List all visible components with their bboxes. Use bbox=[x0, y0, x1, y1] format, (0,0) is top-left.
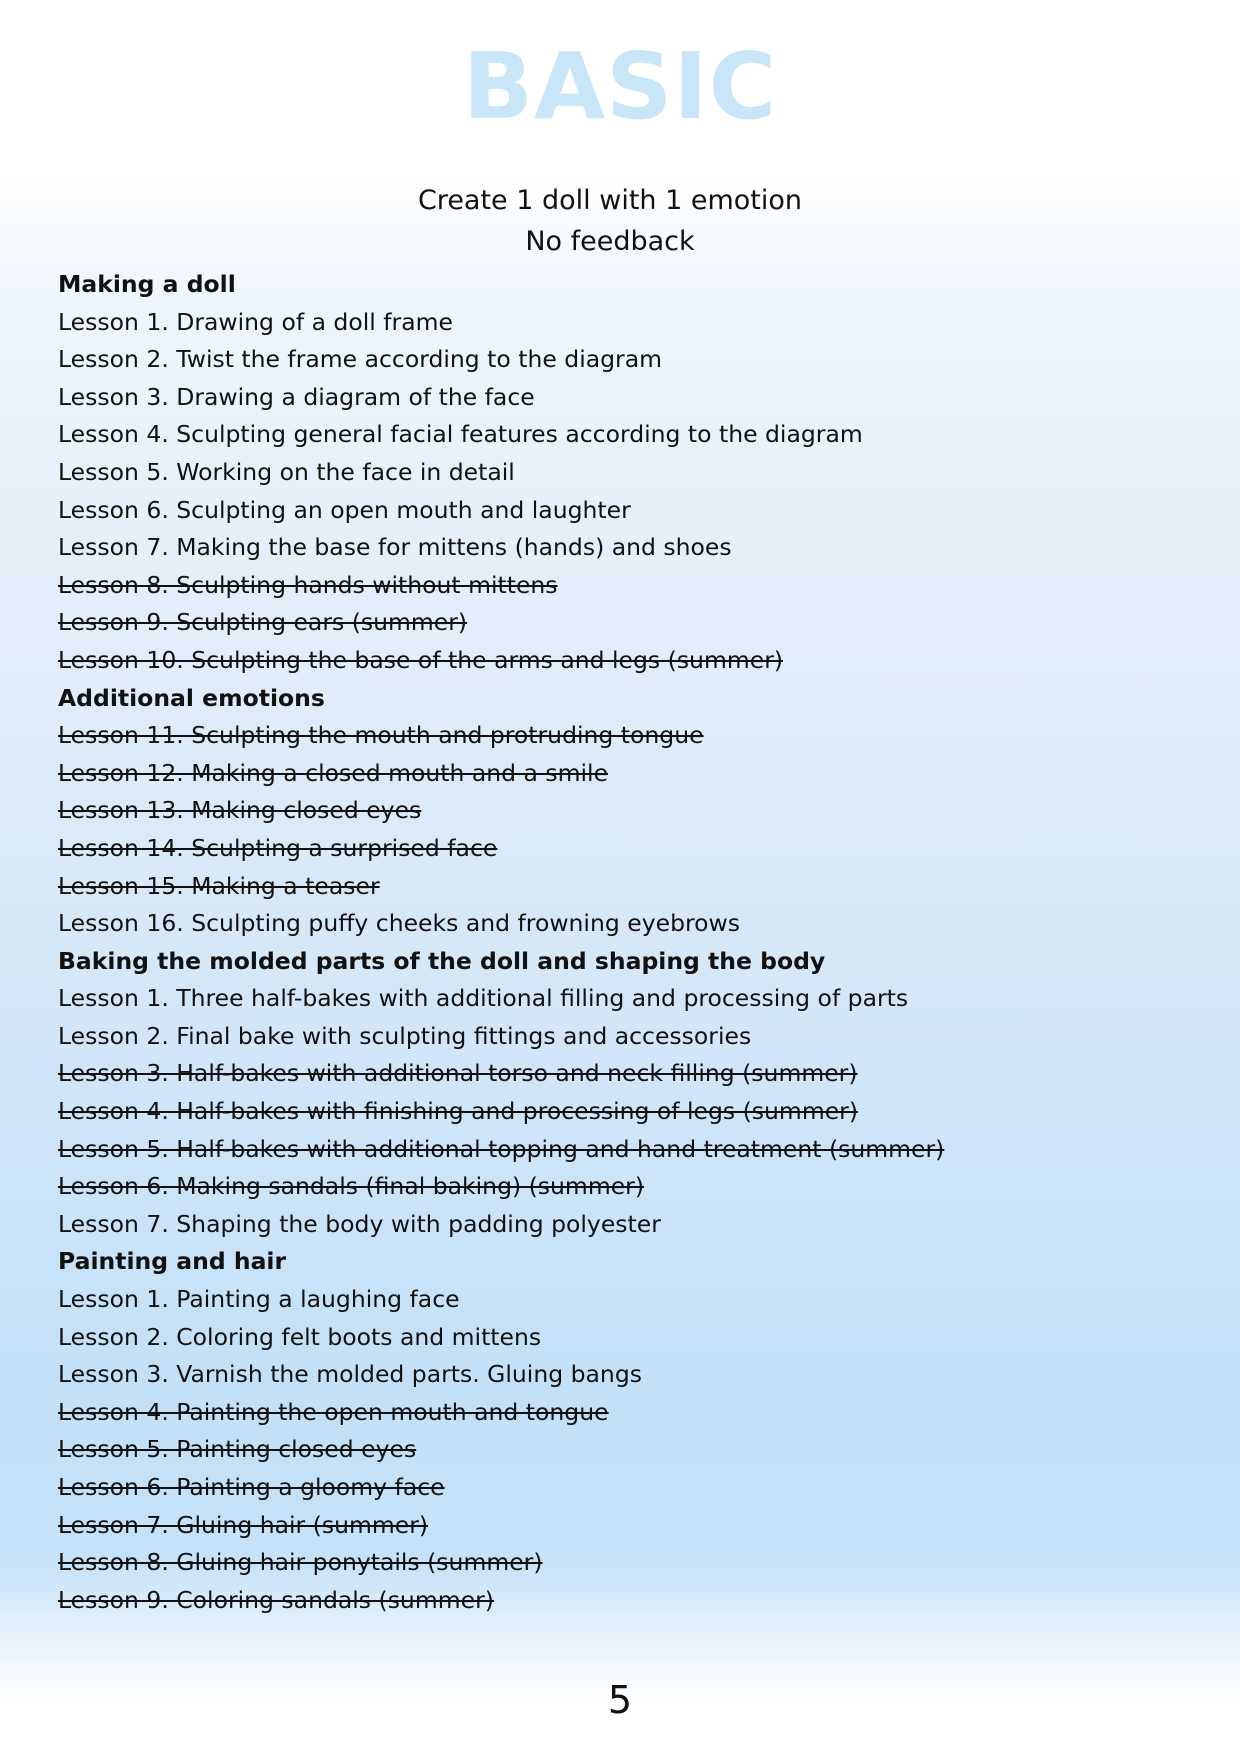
section-heading: Making a doll bbox=[58, 270, 236, 298]
feedback-note: No feedback bbox=[525, 226, 695, 257]
lesson-item-excluded: Lesson 13. Making closed eyes bbox=[58, 796, 422, 825]
section-heading: Painting and hair bbox=[58, 1247, 287, 1276]
lesson-item-excluded: Lesson 8. Sculpting hands without mittens bbox=[58, 570, 558, 599]
lesson-list bbox=[58, 266, 1178, 1619]
lesson-item: Lesson 4. Sculpting general facial features according to the diagram bbox=[58, 420, 863, 449]
lesson-item: Lesson 7. Making the base for mittens (hands) and shoes bbox=[58, 533, 732, 562]
lesson-item-excluded: Lesson 3. Half-bakes with additional torso and neck filling (summer) bbox=[58, 1059, 858, 1088]
lesson-item-excluded: Lesson 12. Making a closed mouth and a smile bbox=[58, 758, 609, 787]
lesson-item-excluded: Lesson 5. Half-bakes with additional topping and hand treatment (summer) bbox=[58, 1134, 945, 1163]
lesson-item: Lesson 2. Twist the frame according to the diagram bbox=[58, 345, 663, 374]
lesson-item-excluded: Lesson 7. Gluing hair (summer) bbox=[58, 1510, 429, 1539]
lesson-item: Lesson 3. Varnish the molded parts. Gluing bangs bbox=[58, 1360, 642, 1389]
lesson-item-excluded: Lesson 6. Painting a gloomy face bbox=[58, 1473, 445, 1501]
lesson-item-excluded: Lesson 4. Painting the open mouth and tongue bbox=[58, 1397, 609, 1426]
lesson-item: Lesson 1. Painting a laughing face bbox=[58, 1285, 460, 1314]
page-title: BASIC bbox=[462, 33, 778, 140]
lesson-item-excluded: Lesson 10. Sculpting the base of the arms and legs (summer) bbox=[58, 645, 784, 674]
lesson-item-excluded: Lesson 15. Making a teaser bbox=[58, 871, 380, 900]
lesson-item-excluded: Lesson 6. Making sandals (final baking) (summer) bbox=[58, 1172, 644, 1201]
lesson-item-excluded: Lesson 4. Half-bakes with finishing and processing of legs (summer) bbox=[58, 1097, 858, 1126]
lesson-item-excluded: Lesson 9. Coloring sandals (summer) bbox=[58, 1585, 494, 1614]
lesson-item: Lesson 2. Coloring felt boots and mittens bbox=[58, 1322, 542, 1351]
lesson-item-excluded: Lesson 5. Painting closed eyes bbox=[58, 1435, 417, 1464]
lesson-item: Lesson 3. Drawing a diagram of the face bbox=[58, 382, 535, 411]
section-heading: Additional emotions bbox=[58, 683, 325, 712]
lesson-item: Lesson 5. Working on the face in detail bbox=[58, 457, 515, 486]
lesson-item: Lesson 6. Sculpting an open mouth and laughter bbox=[58, 495, 631, 524]
lesson-item-excluded: Lesson 9. Sculpting ears (summer) bbox=[58, 608, 468, 637]
lesson-item-excluded: Lesson 8. Gluing hair ponytails (summer) bbox=[58, 1548, 543, 1577]
lesson-item: Lesson 1. Three half-bakes with additional filling and processing of parts bbox=[58, 984, 909, 1013]
lesson-item-excluded: Lesson 11. Sculpting the mouth and protruding tongue bbox=[58, 721, 704, 750]
plan-description: Create 1 doll with 1 emotion bbox=[417, 185, 803, 216]
section-heading: Baking the molded parts of the doll and shaping the body bbox=[58, 946, 826, 975]
lesson-item: Lesson 16. Sculpting puffy cheeks and frowning eyebrows bbox=[58, 909, 740, 938]
lesson-item: Lesson 2. Final bake with sculpting fittings and accessories bbox=[58, 1021, 752, 1050]
lesson-item-excluded: Lesson 14. Sculpting a surprised face bbox=[58, 833, 498, 862]
page-number: 5 bbox=[607, 1678, 633, 1722]
lesson-item: Lesson 7. Shaping the body with padding polyester bbox=[58, 1209, 661, 1238]
lesson-item: Lesson 1. Drawing of a doll frame bbox=[58, 307, 453, 336]
